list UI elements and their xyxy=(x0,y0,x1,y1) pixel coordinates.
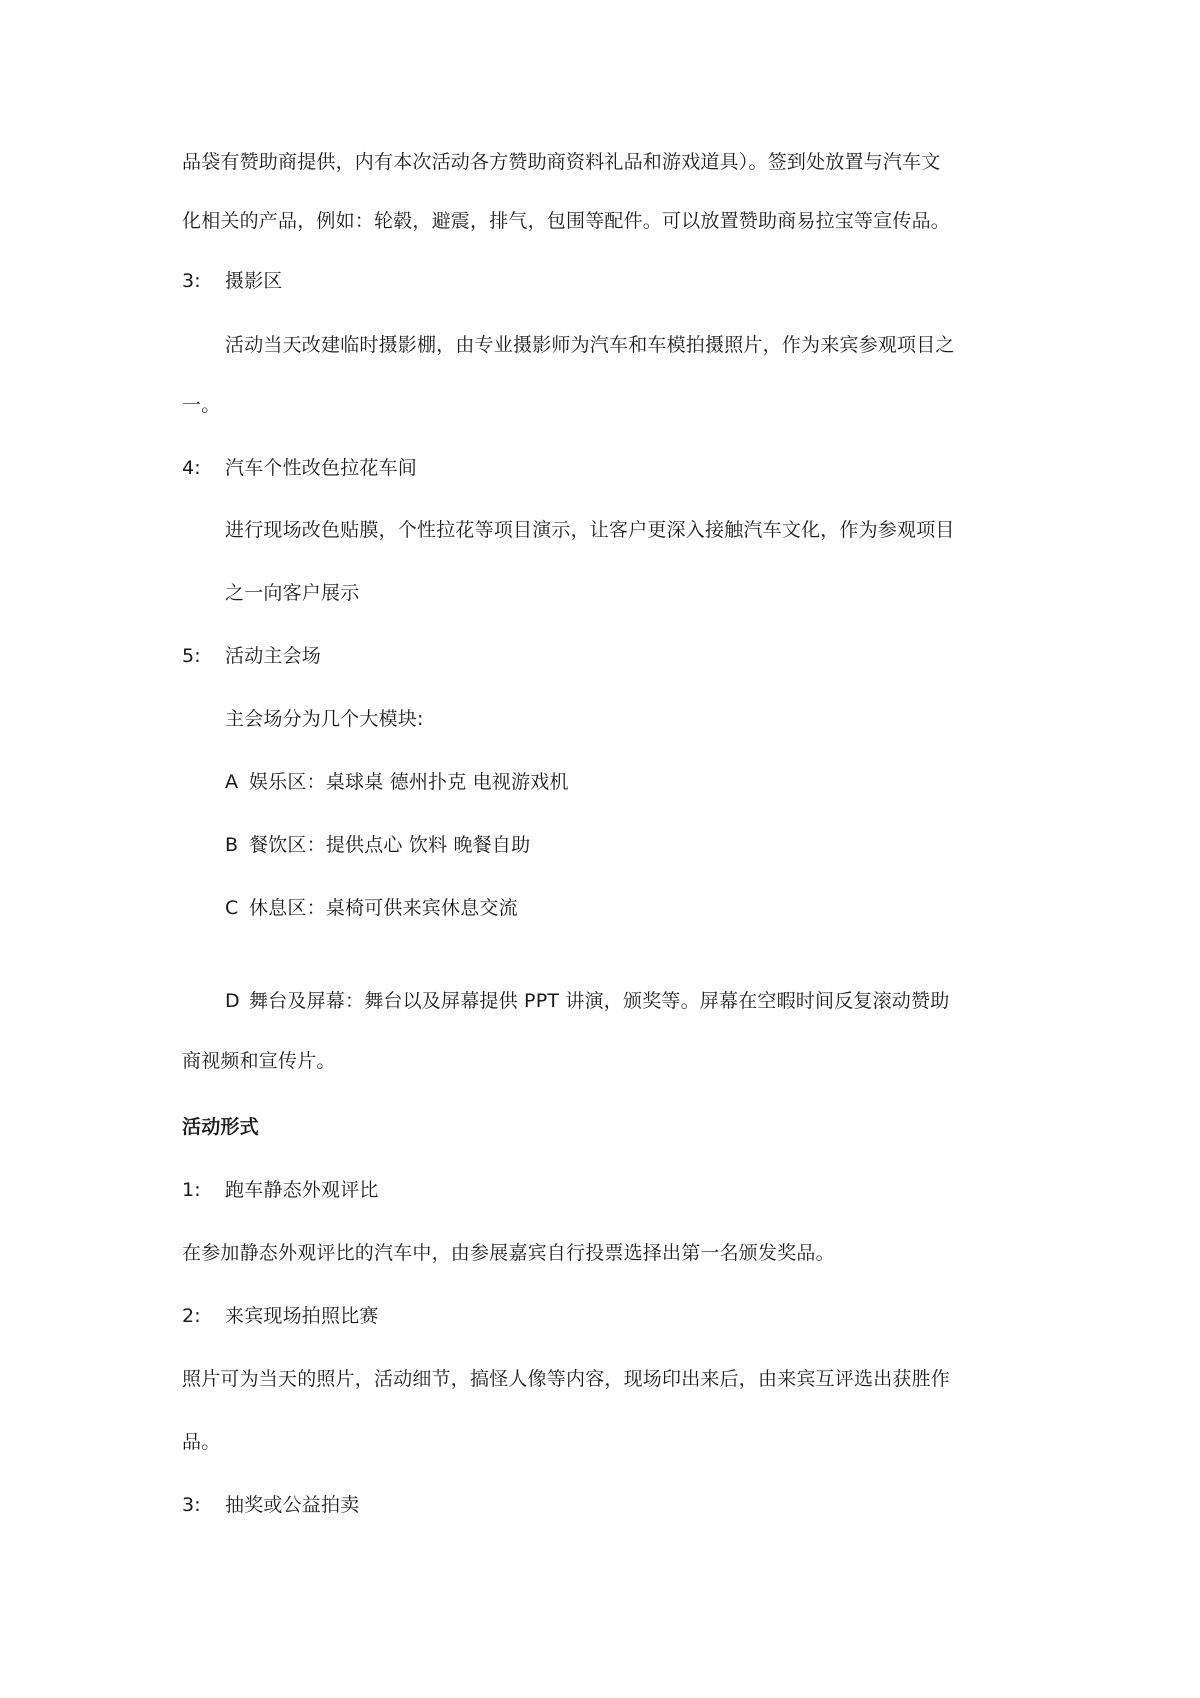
paragraph-line: 之一向客户展示 xyxy=(225,582,360,604)
section-number: 4: xyxy=(182,457,201,479)
list-letter: C xyxy=(225,897,239,919)
paragraph-line: 活动当天改建临时摄影棚，由专业摄影师为汽车和车模拍摄照片，作为来宾参观项目之 xyxy=(225,334,955,356)
list-item-c xyxy=(225,895,518,921)
list-item-b xyxy=(225,832,530,858)
section-heading-4 xyxy=(182,455,417,481)
paragraph-line: 化相关的产品，例如：轮毂，避震，排气，包围等配件。可以放置赞助商易拉宝等宣传品。 xyxy=(182,210,951,232)
paragraph-line: 品袋有赞助商提供，内有本次活动各方赞助商资料礼品和游戏道具）。签到处放置与汽车文 xyxy=(182,151,941,173)
section-number: 3: xyxy=(182,270,201,292)
paragraph-line: 进行现场改色贴膜，个性拉花等项目演示，让客户更深入接触汽车文化，作为参观项目 xyxy=(225,519,955,541)
section-title: 活动主会场 xyxy=(225,645,322,667)
section-title: 摄影区 xyxy=(225,270,283,292)
form-heading-3 xyxy=(182,1492,359,1518)
paragraph-line: 照片可为当天的照片，活动细节，搞怪人像等内容，现场印出来后，由来宾互评选出获胜作 xyxy=(182,1368,951,1390)
section-heading-3 xyxy=(182,268,283,294)
list-letter: D xyxy=(225,990,240,1012)
list-text: 舞台及屏幕：舞台以及屏幕提供 PPT 讲演，颁奖等。屏幕在空暇时间反复滚动赞助 xyxy=(249,990,950,1012)
section-number: 2: xyxy=(182,1305,201,1327)
section-heading: 活动形式 xyxy=(182,1116,259,1138)
paragraph-line: 主会场分为几个大模块: xyxy=(225,708,424,730)
list-item-d xyxy=(225,988,949,1014)
list-text: 休息区：桌椅可供来宾休息交流 xyxy=(249,897,518,919)
list-letter: B xyxy=(225,834,239,856)
section-title: 跑车静态外观评比 xyxy=(225,1179,379,1201)
form-heading-2 xyxy=(182,1303,379,1329)
paragraph-line: 商视频和宣传片。 xyxy=(182,1050,336,1072)
paragraph-line: 品。 xyxy=(182,1431,221,1453)
list-letter: A xyxy=(225,771,239,793)
paragraph-line: 一。 xyxy=(182,394,221,416)
list-text: 餐饮区：提供点心 饮料 晚餐自助 xyxy=(249,834,531,856)
list-item-a xyxy=(225,769,569,795)
paragraph-line: 在参加静态外观评比的汽车中，由参展嘉宾自行投票选择出第一名颁发奖品。 xyxy=(182,1242,835,1264)
list-text: 娱乐区：桌球桌 德州扑克 电视游戏机 xyxy=(249,771,569,793)
section-title: 来宾现场拍照比赛 xyxy=(225,1305,379,1327)
section-number: 1: xyxy=(182,1179,201,1201)
section-number: 3: xyxy=(182,1494,201,1516)
section-number: 5: xyxy=(182,645,201,667)
section-title: 汽车个性改色拉花车间 xyxy=(225,457,418,479)
form-heading-1 xyxy=(182,1177,379,1203)
section-heading-5 xyxy=(182,643,321,669)
section-title: 抽奖或公益拍卖 xyxy=(225,1494,360,1516)
